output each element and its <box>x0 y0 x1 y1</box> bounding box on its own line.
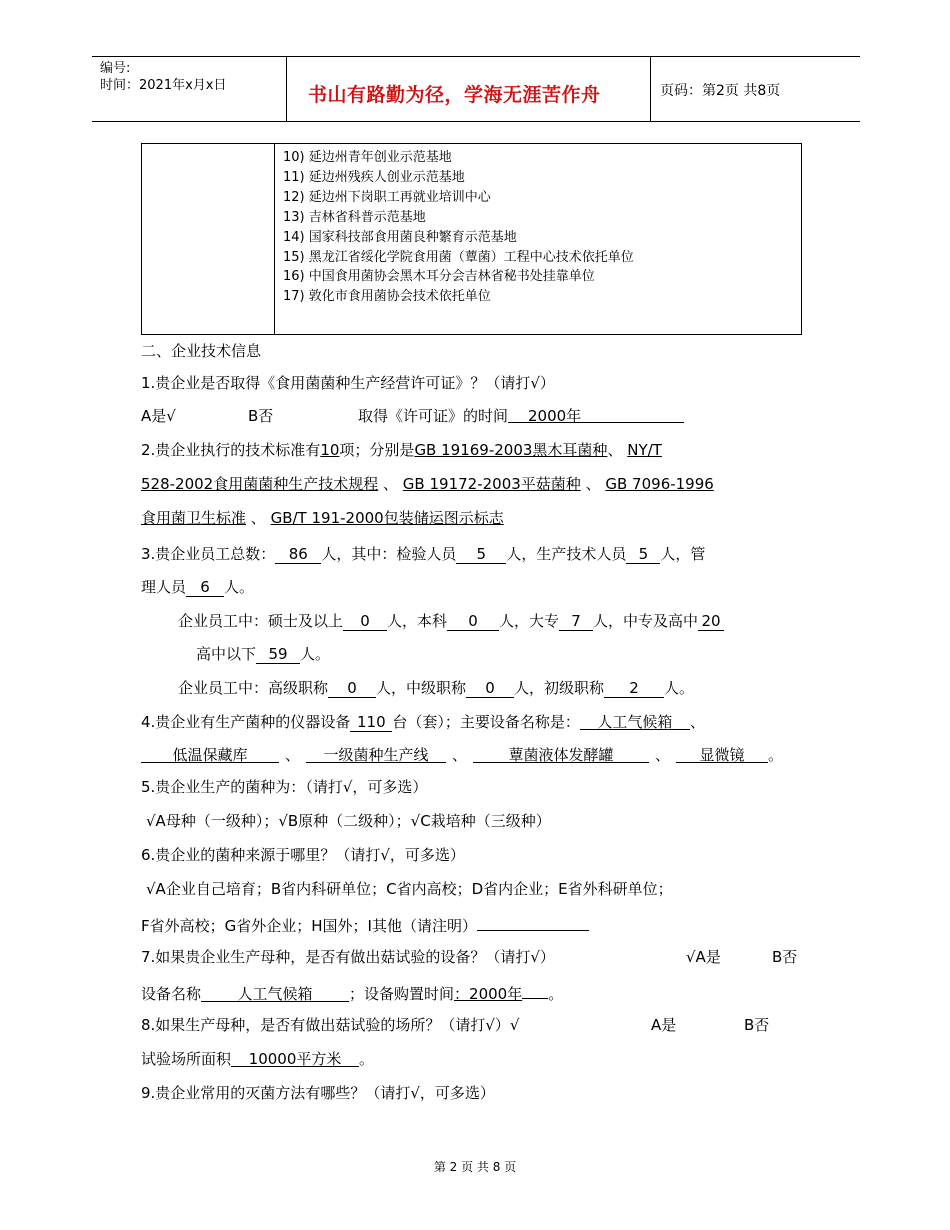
q8-end: 。 <box>359 1050 375 1068</box>
q3-edu-line2 <box>196 643 330 664</box>
q3-text: 企业员工中：高级职称 <box>178 679 329 697</box>
list-item: 17) 敦化市食用菌协会技术依托单位 <box>283 289 491 305</box>
header-divider-left <box>286 56 287 122</box>
section-title: 二、企业技术信息 <box>141 342 262 360</box>
q8-area-value: 10000平方米 <box>231 1048 359 1067</box>
q3-text: 人，本科 <box>387 612 448 630</box>
q8-area-line <box>141 1048 374 1069</box>
q3-below: 59 <box>256 645 300 664</box>
table-item-list <box>283 148 634 307</box>
q3-text: 理人员 <box>141 578 187 596</box>
q3-junior: 2 <box>604 679 664 698</box>
q7-time-blank <box>522 980 548 999</box>
q7-time-value: ：2000年 <box>454 985 523 1003</box>
q3-college: 7 <box>559 612 593 631</box>
q1-time-line <box>358 405 684 426</box>
q2-standard-1: GB 19169-2003黑木耳菌种 <box>414 441 608 459</box>
list-item: 11) 延边州残疾人创业示范基地 <box>283 169 465 185</box>
q4-equipment-4: 蕈菌液体发酵罐 <box>473 744 649 763</box>
list-item: 15) 黑龙江省绥化学院食用菌（蕈菌）工程中心技术依托单位 <box>283 249 634 265</box>
q3-text: 人。 <box>300 645 331 663</box>
q4-end: 。 <box>768 746 784 764</box>
header-top-rule <box>92 56 860 57</box>
q3-text: 人，中级职称 <box>376 679 467 697</box>
q2-sep: 、 <box>250 509 266 527</box>
q3-highschool: 20 <box>698 612 724 631</box>
q2-sep: 、 <box>585 475 601 493</box>
q3-total: 86 <box>275 545 321 564</box>
q2-standard-5: GB/T 191-2000包装储运图示标志 <box>270 509 504 527</box>
q7-end: 。 <box>548 985 564 1003</box>
q4-line1 <box>141 711 705 732</box>
q3-text: 人，其中：检验人员 <box>321 545 457 563</box>
q8-area-label: 试验场所面积 <box>141 1050 232 1068</box>
q3-manage: 6 <box>186 578 224 597</box>
q3-text: 人，初级职称 <box>514 679 605 697</box>
q4-sep: 、 <box>452 746 468 764</box>
q3-text: 人。 <box>664 679 695 697</box>
q4-prefix: 4.贵企业有生产菌种的仪器设备 <box>141 713 351 731</box>
q4-sep: 、 <box>689 713 705 731</box>
q2-line2 <box>141 473 714 494</box>
q4-equipment-5: 显微镜 <box>676 744 768 763</box>
header-motto: 书山有路勤为径，学海无涯苦作舟 <box>308 84 601 106</box>
q2-sep: 、 <box>607 441 623 459</box>
q4-count: 110 <box>350 713 392 732</box>
q3-tech: 5 <box>626 545 660 564</box>
q5-answer: √A母种（一级种）；√B原种（二级种）；√C栽培种（三级种） <box>146 812 551 830</box>
list-item: 14) 国家科技部食用菌良种繁育示范基地 <box>283 229 517 245</box>
q2-standard-2a: NY/T <box>627 441 662 459</box>
q4-sep: 、 <box>285 746 301 764</box>
q7-name-value: 人工气候箱 <box>201 983 349 1002</box>
q3-text: 高中以下 <box>196 645 257 663</box>
list-item: 12) 延边州下岗职工再就业培训中心 <box>283 189 491 205</box>
q2-standard-3: GB 19172-2003平菇菌种 <box>402 475 581 493</box>
q6-other-field <box>477 912 589 931</box>
q7-time-label: ；设备购置时间 <box>349 985 455 1003</box>
q4-equipment-2: 低温保藏库 <box>141 744 279 763</box>
q7-question: 7.如果贵企业生产母种，是否有做出菇试验的设备？（请打√） <box>141 948 555 966</box>
q3-text: 人，中专及高中 <box>593 612 699 630</box>
header-page-info: 页码：第2页 共8页 <box>660 83 781 99</box>
q2-line3 <box>141 507 504 528</box>
q2-prefix: 2.贵企业执行的技术标准有 <box>141 441 321 459</box>
q8-question: 8.如果生产母种，是否有做出菇试验的场所？（请打√）√ <box>141 1016 520 1034</box>
q3-text: 企业员工中：硕士及以上 <box>178 612 344 630</box>
q8-option-b: B否 <box>744 1016 770 1034</box>
q1-option-b: B否 <box>248 407 274 425</box>
q7-option-b: B否 <box>772 948 798 966</box>
q1-question: 1.贵企业是否取得《食用菌菌种生产经营许可证》？（请打√） <box>141 374 555 392</box>
q6-question: 6.贵企业的菌种来源于哪里？（请打√，可多选） <box>141 846 465 864</box>
q2-sep: 、 <box>383 475 399 493</box>
q8-option-a: A是 <box>651 1016 677 1034</box>
q2-count: 10 <box>320 441 340 459</box>
q2-mid: 项；分别是 <box>339 441 415 459</box>
q7-equipment-line <box>141 980 563 1004</box>
doc-time-label: 时间：2021年x月x日 <box>100 78 227 93</box>
q3-text: 人，管 <box>660 545 706 563</box>
q2-standard-4a: GB 7096-1996 <box>605 475 714 493</box>
q3-title-line <box>178 677 694 698</box>
page-footer: 第 2 页 共 8 页 <box>433 1160 517 1174</box>
q5-question: 5.贵企业生产的菌种为：（请打√，可多选） <box>141 778 428 796</box>
q6-options-line1: √A企业自己培育；B省内科研单位；C省内高校；D省内企业；E省外科研单位； <box>146 880 673 898</box>
q3-senior: 0 <box>328 679 376 698</box>
q4-sep: 、 <box>655 746 671 764</box>
q7-name-label: 设备名称 <box>141 985 202 1003</box>
q3-inspect: 5 <box>456 545 506 564</box>
q1-time-label: 取得《许可证》的时间 <box>358 407 509 425</box>
doc-number-label: 编号: <box>100 61 131 76</box>
header-bottom-rule <box>92 121 860 122</box>
q6-options-line2 <box>141 912 589 936</box>
q3-text: 人。 <box>224 578 255 596</box>
q4-line2 <box>141 744 783 765</box>
q4-mid: 台（套）；主要设备名称是： <box>392 713 580 731</box>
q3-text: 人，大专 <box>499 612 560 630</box>
q2-standard-2b: 528-2002食用菌菌种生产技术规程 <box>141 475 379 493</box>
q6-options-text: F省外高校；G省外企业；H国外；I其他（请注明） <box>141 917 477 935</box>
q7-option-a: √A是 <box>686 948 721 966</box>
list-item: 16) 中国食用菌协会黑木耳分会吉林省秘书处挂靠单位 <box>283 269 595 285</box>
q3-master: 0 <box>343 612 387 631</box>
q1-option-a: A是√ <box>141 407 176 425</box>
q4-equipment-3: 一级菌种生产线 <box>306 744 446 763</box>
q3-edu-line1 <box>178 610 724 631</box>
q3-prefix: 3.贵企业员工总数： <box>141 545 276 563</box>
q3-middle: 0 <box>466 679 514 698</box>
q3-bachelor: 0 <box>447 612 499 631</box>
q2-standard-4b: 食用菌卫生标准 <box>141 509 247 527</box>
q3-text: 人，生产技术人员 <box>506 545 627 563</box>
q4-equipment-1: 人工气候箱 <box>580 711 690 730</box>
q3-line1 <box>141 543 705 564</box>
q1-time-value: 2000年 <box>508 405 684 423</box>
list-item: 10) 延边州青年创业示范基地 <box>283 150 452 165</box>
q3-line2 <box>141 576 254 597</box>
q9-question: 9.贵企业常用的灭菌方法有哪些？（请打√，可多选） <box>141 1084 495 1102</box>
header-divider-right <box>650 56 651 122</box>
q2-line1 <box>141 439 662 460</box>
list-item: 13) 吉林省科普示范基地 <box>283 209 426 225</box>
table-column-divider <box>274 144 275 334</box>
